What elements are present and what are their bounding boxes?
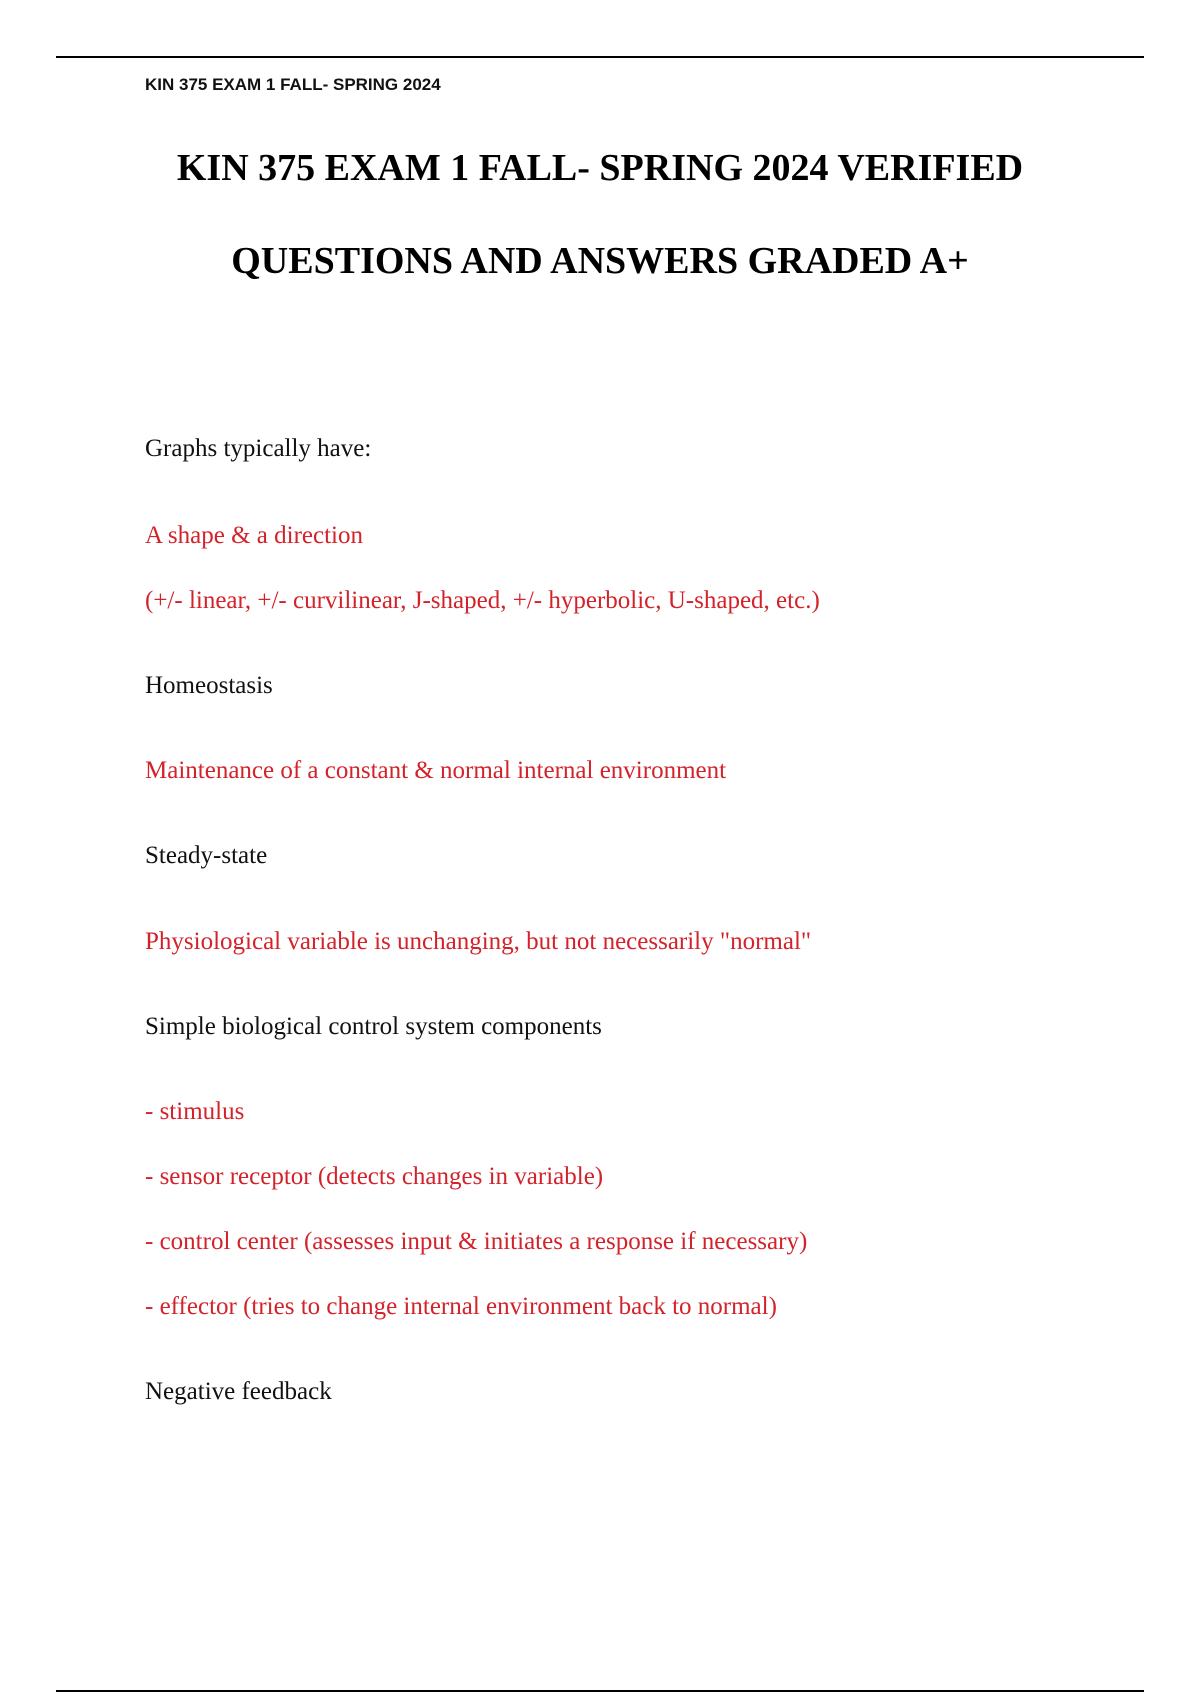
question-control-system: Simple biological control system components [145, 1013, 602, 1040]
answer-graphs-line-1: A shape & a direction [145, 522, 363, 549]
question-homeostasis: Homeostasis [145, 672, 273, 699]
answer-homeostasis: Maintenance of a constant & normal internal environment [145, 757, 727, 784]
answer-item-control-center: - control center (assesses input & initiates a response if necessary) [145, 1228, 808, 1255]
answer-item-effector: - effector (tries to change internal environment back to normal) [145, 1293, 777, 1320]
question-negative-feedback: Negative feedback [145, 1378, 332, 1405]
answer-item-stimulus: - stimulus [145, 1098, 245, 1125]
document-title-line-2: QUESTIONS AND ANSWERS GRADED A+ [231, 240, 969, 282]
answer-item-sensor: - sensor receptor (detects changes in variable) [145, 1163, 604, 1190]
document-title-line-1: KIN 375 EXAM 1 FALL- SPRING 2024 VERIFIED [176, 147, 1024, 189]
bottom-rule [56, 1690, 1144, 1692]
top-rule [56, 56, 1144, 58]
question-graphs: Graphs typically have: [145, 435, 372, 462]
answer-steady-state: Physiological variable is unchanging, but not necessarily "normal" [145, 928, 812, 955]
question-steady-state: Steady-state [145, 842, 268, 869]
answer-graphs-line-2: (+/- linear, +/- curvilinear, J-shaped, +/- hyperbolic, U-shaped, etc.) [145, 587, 820, 614]
running-header: KIN 375 EXAM 1 FALL- SPRING 2024 [145, 75, 441, 94]
